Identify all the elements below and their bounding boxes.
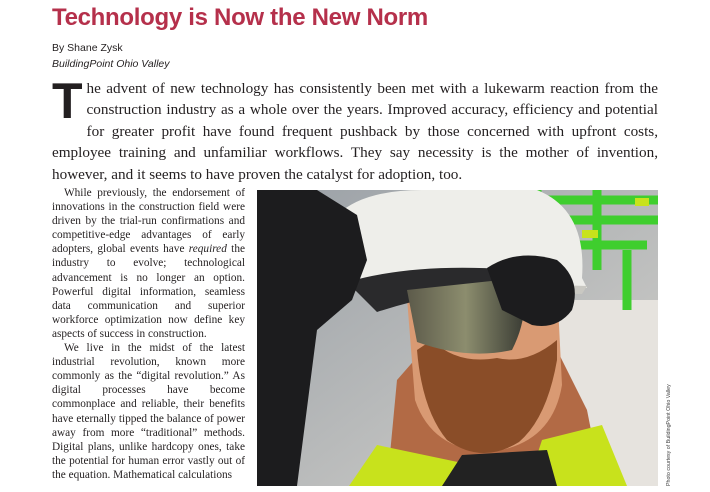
lede-text: he advent of new technology has consistently been met with a lukewarm reaction from the construction industry as a whole over the years. Improved accuracy, efficiency and potential for greater profit have found frequent pushback by those concerned with upfront costs, employee training and unfamiliar workflows. They say necessity is the mother of invention, however, and it seems to have proven the catalyst for adoption, too. [52, 80, 658, 183]
drop-cap: T [52, 73, 83, 129]
body-paragraph-1 [52, 186, 245, 341]
emphasis-required: required [188, 243, 227, 256]
lede-paragraph [52, 73, 658, 185]
photo-credit: Photo courtesy of BuildingPoint Ohio Valley [666, 384, 672, 486]
author-organization: BuildingPoint Ohio Valley [52, 58, 170, 70]
author-byline: By Shane Zysk [52, 42, 123, 54]
body-paragraph-1-text-b: the industry to evolve; technological advancement is no longer an option. Powerful digital information, seamless data communication and superior workforce optimization now define key aspects of success in construction. [52, 243, 245, 340]
article-photo [257, 190, 658, 486]
body-paragraph-2: We live in the midst of the latest industrial revolution, known more commonly as the “digital revolution.” As digital processes have become commonplace and reliable, their benefits have eternally tipped the balance of power away from more “traditional” methods. Digital plans, unlike hardcopy ones, take the potential for human error vastly out of the equation. Mathematical calculations [52, 342, 245, 481]
article-title: Technology is Now the New Norm [52, 4, 428, 31]
photo-illustration [257, 190, 658, 486]
body-paragraph-1-text-a: While previously, the endorsement of innovations in the construction field were driven by the trial-run confirmations and competitive-edge advantages of early adopters, global events have [52, 187, 245, 256]
body-column [52, 186, 245, 486]
